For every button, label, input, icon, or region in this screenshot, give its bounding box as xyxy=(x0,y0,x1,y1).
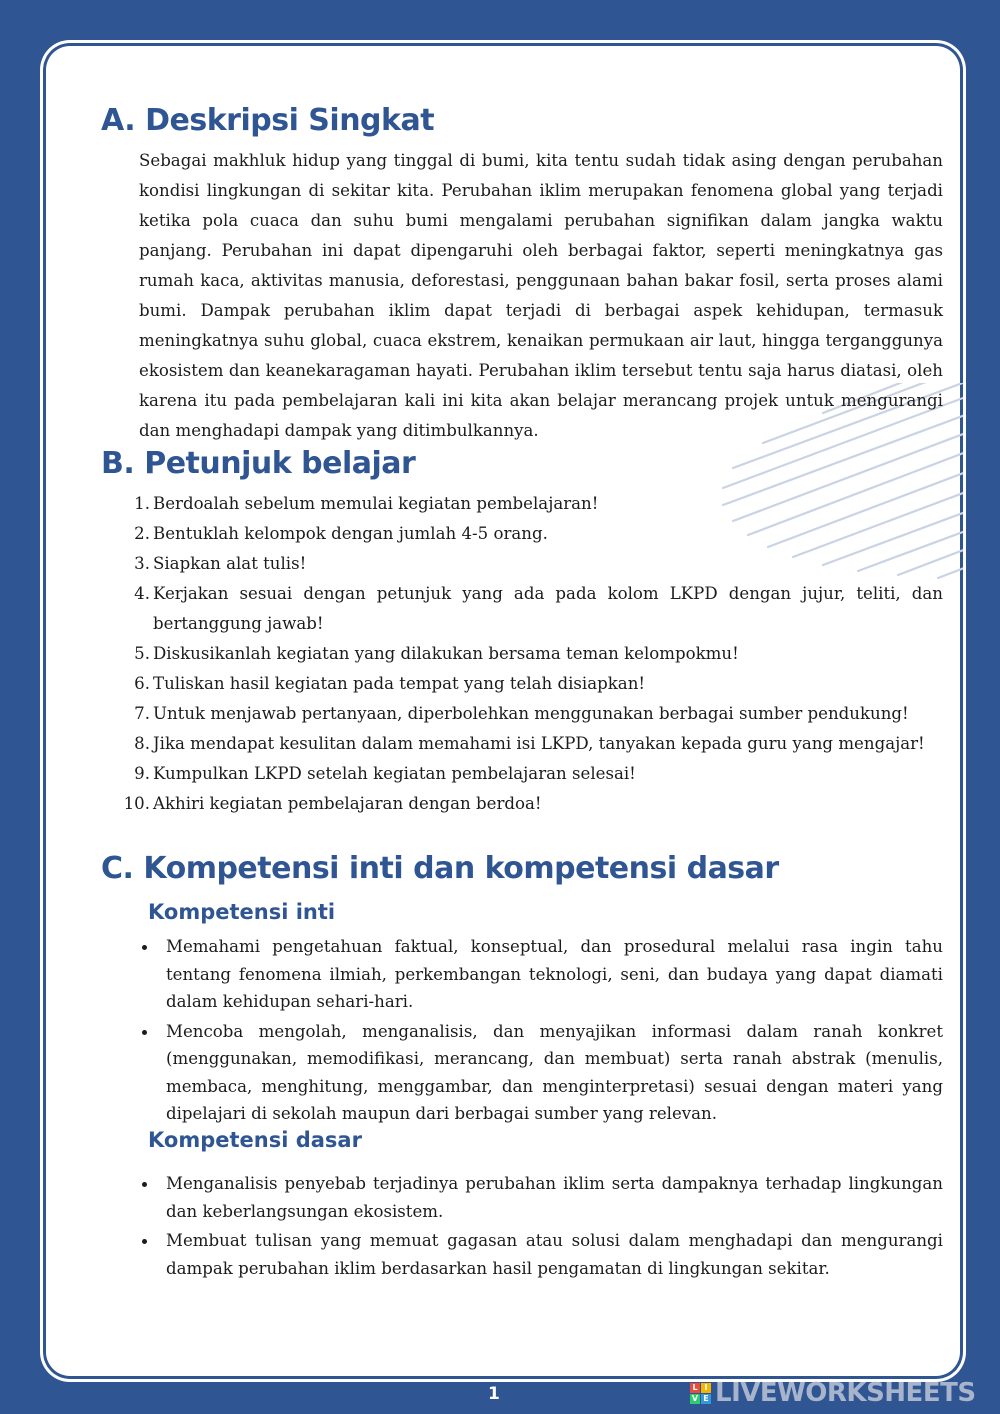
item-text: Diskusikanlah kegiatan yang dilakukan bersama teman kelompokmu! xyxy=(153,644,739,663)
bullet-icon xyxy=(142,945,147,950)
item-number: 2. xyxy=(134,524,150,543)
subheading-kompetensi-dasar: Kompetensi dasar xyxy=(148,1128,362,1152)
bullet-text: Mencoba mengolah, menganalisis, dan menyajikan informasi dalam ranah konkret (menggunakan, memodifikasi, merancang, dan membuat) serta ranah abstrak (menulis, membaca, menghitung, menggambar, dan menginterpretasi) sesuai dengan materi yang dipelajari di sekolah maupun dari berbagai sumber yang relevan. xyxy=(166,1021,943,1123)
bullet-text: Menganalisis penyebab terjadinya perubahan iklim serta dampaknya terhadap lingkungan dan keberlangsungan ekosistem. xyxy=(166,1174,943,1221)
item-text: Siapkan alat tulis! xyxy=(153,554,307,573)
heading-petunjuk: B. Petunjuk belajar xyxy=(101,446,416,481)
liveworksheets-logo-icon xyxy=(690,1383,711,1404)
item-text: Jika mendapat kesulitan dalam memahami isi LKPD, tanyakan kepada guru yang mengajar! xyxy=(153,734,925,753)
logo-letter: E xyxy=(701,1394,711,1404)
watermark-text: LIVEWORKSHEETS xyxy=(715,1378,976,1408)
item-text: Akhiri kegiatan pembelajaran dengan berdoa! xyxy=(153,794,542,813)
bullet-text: Membuat tulisan yang memuat gagasan atau solusi dalam menghadapi dan mengurangi dampak perubahan iklim berdasarkan hasil pengamatan di lingkungan sekitar. xyxy=(166,1231,943,1278)
bullet-icon xyxy=(142,1239,147,1244)
petunjuk-item xyxy=(123,549,943,579)
item-number: 4. xyxy=(134,584,150,603)
item-number: 5. xyxy=(134,644,150,663)
subheading-kompetensi-inti: Kompetensi inti xyxy=(148,900,336,924)
petunjuk-item xyxy=(123,579,943,639)
bullet-icon xyxy=(142,1030,147,1035)
kompetensi-inti-item xyxy=(138,1018,943,1128)
liveworksheets-watermark[interactable] xyxy=(690,1376,976,1410)
item-text: Kumpulkan LKPD setelah kegiatan pembelajaran selesai! xyxy=(153,764,636,783)
petunjuk-item xyxy=(123,729,943,759)
kompetensi-dasar-list xyxy=(138,1170,943,1284)
heading-deskripsi: A. Deskripsi Singkat xyxy=(101,103,435,138)
petunjuk-item xyxy=(123,789,943,819)
kompetensi-inti-list xyxy=(138,933,943,1130)
kompetensi-inti-item xyxy=(138,933,943,1016)
item-number: 6. xyxy=(134,674,150,693)
page-number: 1 xyxy=(488,1384,500,1404)
petunjuk-list xyxy=(123,489,943,819)
item-number: 8. xyxy=(134,734,150,753)
item-number: 7. xyxy=(134,704,150,723)
kompetensi-dasar-item xyxy=(138,1227,943,1282)
petunjuk-item xyxy=(123,699,943,729)
worksheet-card xyxy=(40,40,966,1382)
deskripsi-paragraph: Sebagai makhluk hidup yang tinggal di bumi, kita tentu sudah tidak asing dengan perubahan kondisi lingkungan di sekitar kita. Perubahan iklim merupakan fenomena global yang terjadi ketika pola cuaca dan suhu bumi mengalami perubahan signifikan dalam jangka waktu panjang. Perubahan ini dapat dipengaruhi oleh berbagai faktor, seperti meningkatnya gas rumah kaca, aktivitas manusia, deforestasi, penggunaan bahan bakar fosil, serta proses alami bumi. Dampak perubahan iklim dapat terjadi di berbagai aspek kehidupan, termasuk meningkatnya suhu global, cuaca ekstrem, kenaikan permukaan air laut, hingga terganggunya ekosistem dan keanekaragaman hayati. Perubahan iklim tersebut tentu saja harus diatasi, oleh karena itu pada pembelajaran kali ini kita akan belajar merancang projek untuk mengurangi dan menghadapi dampak yang ditimbulkannya. xyxy=(139,151,943,440)
bullet-icon xyxy=(142,1182,147,1187)
bullet-text: Memahami pengetahuan faktual, konseptual, dan prosedural melalui rasa ingin tahu tentang fenomena ilmiah, perkembangan teknologi, seni, dan budaya yang dapat diamati dalam kehidupan sehari-hari. xyxy=(166,937,943,1011)
logo-letter: L xyxy=(690,1383,700,1393)
item-number: 9. xyxy=(134,764,150,783)
item-number: 10. xyxy=(123,794,150,813)
petunjuk-item xyxy=(123,489,943,519)
logo-letter: I xyxy=(701,1383,711,1393)
heading-kompetensi: C. Kompetensi inti dan kompetensi dasar xyxy=(101,851,779,886)
item-number: 3. xyxy=(134,554,150,573)
item-text: Untuk menjawab pertanyaan, diperbolehkan menggunakan berbagai sumber pendukung! xyxy=(153,704,909,723)
petunjuk-item xyxy=(123,519,943,549)
item-text: Tuliskan hasil kegiatan pada tempat yang telah disiapkan! xyxy=(153,674,646,693)
item-text: Bentuklah kelompok dengan jumlah 4-5 orang. xyxy=(153,524,548,543)
petunjuk-item xyxy=(123,639,943,669)
petunjuk-item xyxy=(123,669,943,699)
logo-letter: V xyxy=(691,1393,699,1403)
item-number: 1. xyxy=(134,494,150,513)
kompetensi-dasar-item xyxy=(138,1170,943,1225)
petunjuk-item xyxy=(123,759,943,789)
item-text: Kerjakan sesuai dengan petunjuk yang ada pada kolom LKPD dengan jujur, teliti, dan bertanggung jawab! xyxy=(153,584,943,633)
item-text: Berdoalah sebelum memulai kegiatan pembelajaran! xyxy=(153,494,599,513)
